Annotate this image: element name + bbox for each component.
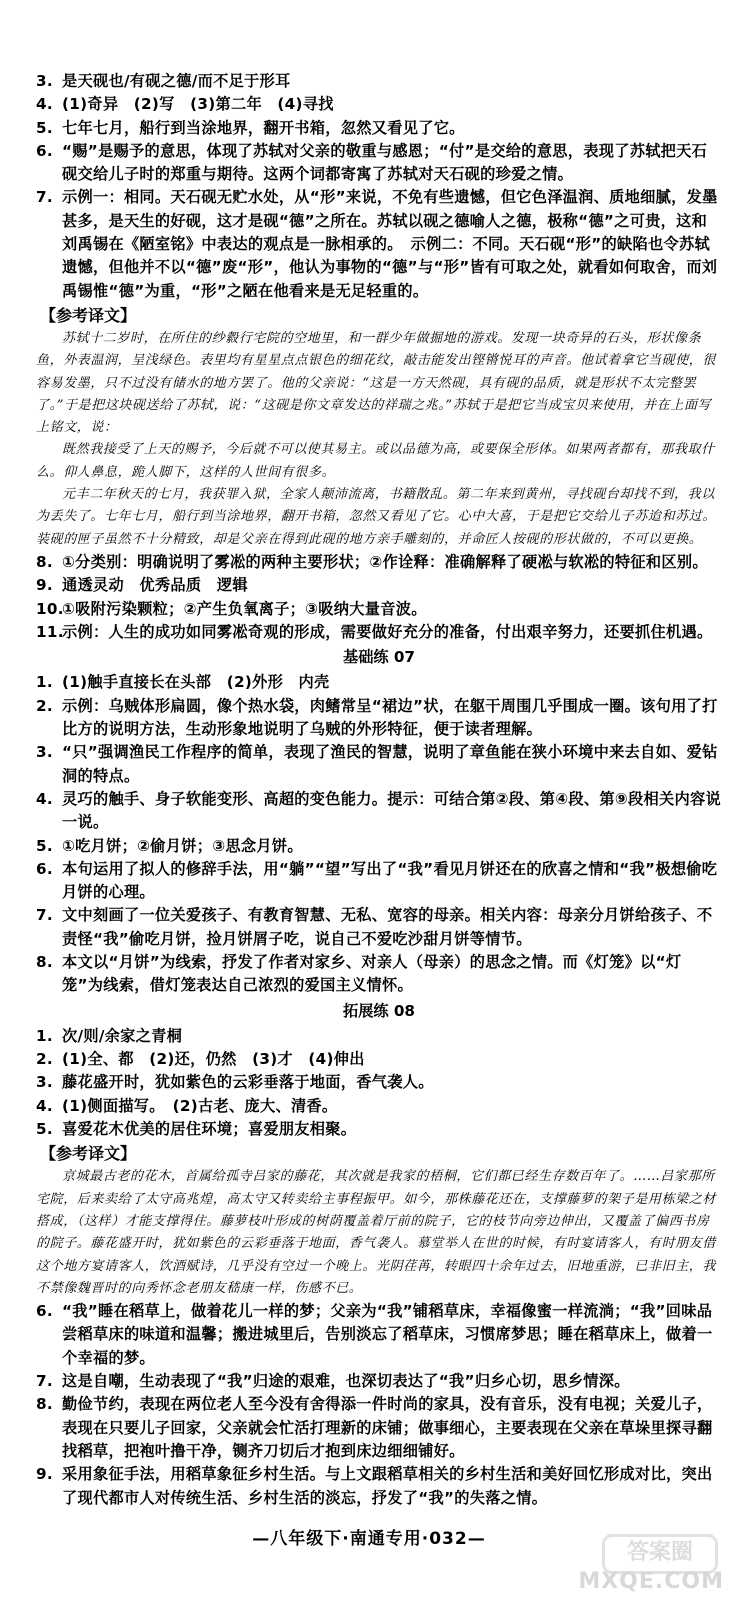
item-number: 9. [36,1465,53,1484]
answer-item [36,1048,722,1071]
section-title: 基础练 07 [343,648,415,667]
answer-item [36,904,722,951]
answer-item [36,598,722,621]
item-number: 8. [36,1395,53,1414]
answer-item [36,951,722,998]
translation-paragraph: 既然我接受了上天的赐予，今后就不可以使其易主。或以品德为高，或要保全形体。如果两者都有，那我取什么。仰人鼻息，跪人脚下，这样的人世间有很多。 [36,442,715,480]
answer-item [36,1300,722,1370]
item-text: (1)触手直接长在头部 (2)外形 内壳 [62,673,330,692]
item-text: 藤花盛开时，犹如紫色的云彩垂落于地面，香气袭人。 [62,1073,434,1092]
item-text: “只”强调渔民工作程序的简单，表现了渔民的智慧，说明了章鱼能在狭小环境中来去自如、爱钻洞的特点。 [62,743,718,785]
watermark-site: MXQE.COM [578,1569,724,1594]
watermark-logo: 答案圈 [602,1534,718,1574]
translation-paragraph: 元丰二年秋天的七月，我获罪入狱，全家人颠沛流离，书籍散乱。第二年来到黄州，寻找砚台却找不到，我以为丢失了。七年七月，船行到当涂地界，翻开书箱，忽然又看见了它。心中大喜，于是把它交给儿子苏迨和苏过。装砚的匣子虽然不十分精致，却是父亲在得到此砚的地方亲手雕刻的，并命匠人按砚的形状做的，不可以更换。 [36,487,717,547]
answer-item [36,835,722,858]
item-text: 是天砚也/有砚之德/而不足于形耳 [62,72,291,90]
item-text: 示例一：相同。天石砚无贮水处，从“形”来说，不免有些遗憾，但它色泽温润、质地细腻，发墨甚多，是天生的好砚，这才是砚“德”之所在。苏轼以砚之德喻人之德，极称“德”之可贵，这和刘禹锡在《陋室铭》中表达的观点是一脉相承的。 示例二：不同。天石砚“形”的缺陷也令苏轼遗憾，但他并不以“德”废“形”，他认为事物的“德”与“形”皆有可取之处，就看如何取舍，而刘禹锡惟“德”为重，“形”之陋在他看来是无足轻重的。 [62,188,718,300]
reference-translation-label: 【参考译文】 [40,305,137,325]
item-text: 示例：乌贼体形扁圆，像个热水袋，肉鳍常呈“裙边”状，在躯干周围几乎围成一圈。该句用了打比方的说明方法，生动形象地说明了乌贼的外形特征，便于读者理解。 [62,696,718,739]
item-text: 文中刻画了一位关爱孩子、有教育智慧、无私、宽容的母亲。相关内容：母亲分月饼给孩子、不责怪“我”偷吃月饼，捡月饼屑子吃，说自己不爱吃沙甜月饼等情节。 [62,906,713,948]
watermark [564,1534,724,1594]
answer-item [36,1118,722,1141]
item-text: 这是自嘲，生动表现了“我”归途的艰难，也深切表达了“我”归乡心切，思乡情深。 [62,1372,630,1391]
answer-item [36,1393,722,1463]
answer-item [36,186,722,302]
answer-item [36,1463,722,1510]
item-text: 灵巧的触手、身子软能变形、高超的变色能力。提示：可结合第②段、第④段、第⑨段相关内容说一说。 [62,789,721,832]
item-number: 4. [36,789,53,808]
item-text: 七年七月，船行到当涂地界，翻开书箱，忽然又看见了它。 [62,118,465,137]
item-text: (1)侧面描写。 (2)古老、庞大、清香。 [62,1096,338,1115]
reference-translation [36,1166,722,1300]
answer-item [36,695,722,742]
item-text: 本句运用了拟人的修辞手法，用“躺”“望”写出了“我”看见月饼还在的欣喜之情和“我”极想偷吃月饼的心理。 [62,859,718,902]
item-text: 通透灵动 优秀品质 逻辑 [62,576,248,595]
answer-item [36,1095,722,1118]
item-number: 5. [36,836,53,855]
reference-translation [36,328,722,551]
item-text: (1)奇异 (2)写 (3)第二年 (4)寻找 [62,95,334,114]
answer-item [36,93,722,116]
item-text: 本文以“月饼”为线索，抒发了作者对家乡、对亲人（母亲）的思念之情。而《灯笼》以“灯笼”为线索，借灯笼表达自己浓烈的爱国主义情怀。 [62,952,682,995]
answer-item [36,551,722,574]
item-number: 7. [36,188,53,207]
item-text: 示例：人生的成功如同雾凇奇观的形成，需要做好充分的准备，付出艰辛努力，还要抓住机遇。 [62,622,713,641]
item-number: 6. [36,141,53,160]
item-number: 7. [36,1372,53,1391]
answer-item [36,741,722,788]
item-text: 勤俭节约，表现在两位老人至今没有舍得添一件时尚的家具，没有音乐，没有电视；关爱儿子，表现在只要儿子回家，父亲就会忙活打理新的床铺；做事细心，主要表现在父亲在草垛里探寻翻找稻草，把袍叶撸干净，铡齐刀切后才抱到床边细细铺好。 [62,1395,713,1460]
answer-content [36,70,722,1510]
translation-paragraph: 苏轼十二岁时，在所住的纱縠行宅院的空地里，和一群少年做掘地的游戏。发现一块奇异的石头，形状像条鱼，外表温润，呈浅绿色。表里均有星星点点银色的细花纹，敲击能发出铿锵悦耳的声音。他试着拿它当砚使，很容易发墨，只不过没有储水的地方罢了。他的父亲说：“这是一方天然砚，具有砚的品质，就是形状不太完整罢了。”于是把这块砚送给了苏轼，说：“这砚是你文章发达的祥瑞之兆。”苏轼于是把它当成宝贝来使用，并在上面写上铭文，说： [36,330,717,436]
answer-item [36,1025,722,1048]
item-text: 采用象征手法，用稻草象征乡村生活。与上文跟稻草相关的乡村生活和美好回忆形成对比，突出了现代都市人对传统生活、乡村生活的淡忘，抒发了“我”的失落之情。 [62,1465,713,1507]
item-number: 1. [36,1026,53,1045]
item-number: 4. [36,95,53,114]
item-number: 2. [36,696,53,715]
item-text: ①分类别：明确说明了雾凇的两种主要形状；②作诠释：准确解释了硬凇与软凇的特征和区别。 [62,552,708,571]
item-text: (1)全、都 (2)还，仍然 (3)才 (4)伸出 [62,1050,365,1069]
item-number: 3. [36,743,53,762]
item-number: 10. [36,599,64,618]
item-number: 6. [36,1302,53,1321]
item-number: 3. [36,1073,53,1092]
answer-item [36,140,722,187]
item-number: 5. [36,1120,53,1139]
item-text: 次/则/余家之青桐 [62,1026,183,1045]
item-number: 1. [36,673,53,692]
item-number: 9. [36,576,53,595]
item-number: 3. [36,72,53,90]
page-footer: —八年级下·南通专用·032— [252,1529,486,1549]
item-text: “我”睡在稻草上，做着花儿一样的梦；父亲为“我”铺稻草床，幸福像蜜一样流淌；“我”回味品尝稻草床的味道和温馨；搬进城里后，告别淡忘了稻草床，习惯席梦思；睡在稻草床上，做着一个幸福的梦。 [62,1302,713,1367]
item-number: 8. [36,952,53,971]
item-number: 11. [36,622,64,641]
answer-item [36,1071,722,1094]
section-title: 拓展练 08 [343,1001,415,1020]
item-number: 4. [36,1096,53,1115]
answer-item [36,1370,722,1393]
item-number: 8. [36,552,53,571]
item-number: 6. [36,859,53,878]
item-text: “赐”是赐予的意思，体现了苏轼对父亲的敬重与感恩；“付”是交给的意思，表现了苏轼把天石砚交给儿子时的郑重与期待。这两个词都寄寓了苏轼对天石砚的珍爱之情。 [62,141,708,184]
answer-item [36,117,722,140]
answer-item [36,858,722,905]
answer-item [36,574,722,597]
answer-item [36,70,722,93]
translation-paragraph: 京城最古老的花木，首属给孤寺吕家的藤花，其次就是我家的梧桐，它们都已经生存数百年了。……吕家那所宅院，后来卖给了太守高兆煌，高太守又转卖给主事程振甲。如今，那株藤花还在，支撑藤萝的架子是用栋梁之材搭成，（这样）才能支撑得住。藤萝枝叶形成的树荫覆盖着厅前的院子，它的枝节向旁边伸出，又覆盖了偏西书房的院子。藤花盛开时，犹如紫色的云彩垂落于地面，香气袭人。慕堂举人在世的时候，有时宴请客人，有时朋友借这个地方宴请客人，饮酒赋诗，几乎没有空过一个晚上。光阴荏苒，转眼四十余年过去，旧地重游，已非旧主，我不禁像魏晋时的向秀怀念老朋友嵇康一样，伤感不已。 [36,1169,717,1296]
item-number: 5. [36,118,53,137]
reference-translation-label: 【参考译文】 [40,1144,137,1164]
answer-item [36,788,722,835]
item-text: 喜爱花木优美的居住环境；喜爱朋友相聚。 [62,1120,357,1139]
item-text: ①吸附污染颗粒；②产生负氧离子；③吸纳大量音波。 [62,599,427,618]
answer-item [36,621,722,644]
item-text: ①吃月饼；②偷月饼；③思念月饼。 [62,836,303,855]
answer-item [36,671,722,694]
item-number: 2. [36,1050,53,1069]
item-number: 7. [36,906,53,925]
